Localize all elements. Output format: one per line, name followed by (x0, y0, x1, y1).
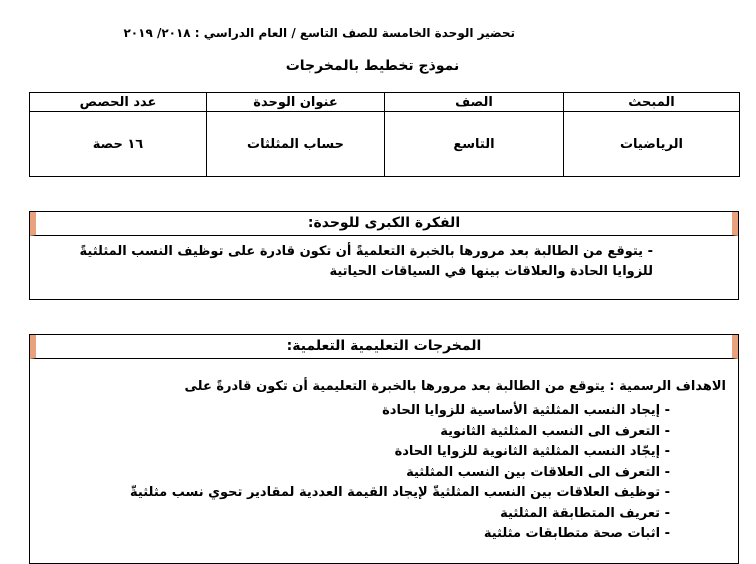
table-header-row (30, 93, 740, 112)
cell-subject: الرياضيات (564, 112, 740, 177)
header-unit-title: عنوان الوحدة (207, 93, 385, 112)
outcomes-heading: المخرجات التعليمية التعلمية: (30, 335, 738, 359)
outcomes-list (130, 401, 670, 545)
list-item: - التعرف الى النسب المثلثية الثانوية (440, 423, 670, 439)
list-item: - إيجّاد النسب المثلثية الثانوية للزوايا الحادة (394, 444, 670, 459)
big-idea-box (29, 211, 739, 300)
unit-info-table (29, 92, 740, 177)
big-idea-text (53, 242, 653, 282)
outcomes-intro: الاهداف الرسمية : يتوقع من الطالبة بعد مرورها بالخبرة التعليمية أن تكون قادرةً على (184, 379, 726, 394)
cell-grade: التاسع (385, 112, 564, 177)
list-item: - تعريف المتطابقة المثلثية (500, 505, 670, 521)
document-header: تحضير الوحدة الخامسة للصف التاسع / العام الدراسي : ٢٠١٨/ ٢٠١٩ (123, 26, 515, 40)
big-idea-line-1: - يتوقع من الطالبة بعد مرورها بالخبرة التعلميةً أن تكون قادرة على توظيف النسب المثلثيةً (79, 244, 653, 259)
table-row (30, 112, 740, 177)
document-title: نموذج تخطيط بالمخرجات (285, 58, 460, 74)
big-idea-heading: الفكرة الكبرى للوحدة: (30, 212, 738, 236)
list-item: - التعرف الى العلاقات بين النسب المثلثية (406, 464, 670, 480)
header-grade: الصف (385, 93, 564, 112)
header-lesson-count: عدد الحصص (30, 93, 207, 112)
list-item: - اثبات صحة متطابقات مثلثية (483, 526, 670, 541)
cell-unit-title: حساب المثلثات (207, 112, 385, 177)
big-idea-line-2: للزوايا الحادة والعلاقات بينها في السياقات الحياتية (329, 264, 653, 279)
cell-lesson-count: ١٦ حصة (30, 112, 207, 177)
outcomes-box (29, 334, 739, 564)
list-item: - إيجاد النسب المثلثية الأساسية للزوايا الحادة (382, 403, 670, 418)
list-item: - توظيف العلاقات بين النسب المثلثيةّ لإيجاد القيمة العددية لمقادير تحوي نسب مثلثيةّ (130, 485, 670, 500)
header-subject: المبحث (564, 93, 740, 112)
